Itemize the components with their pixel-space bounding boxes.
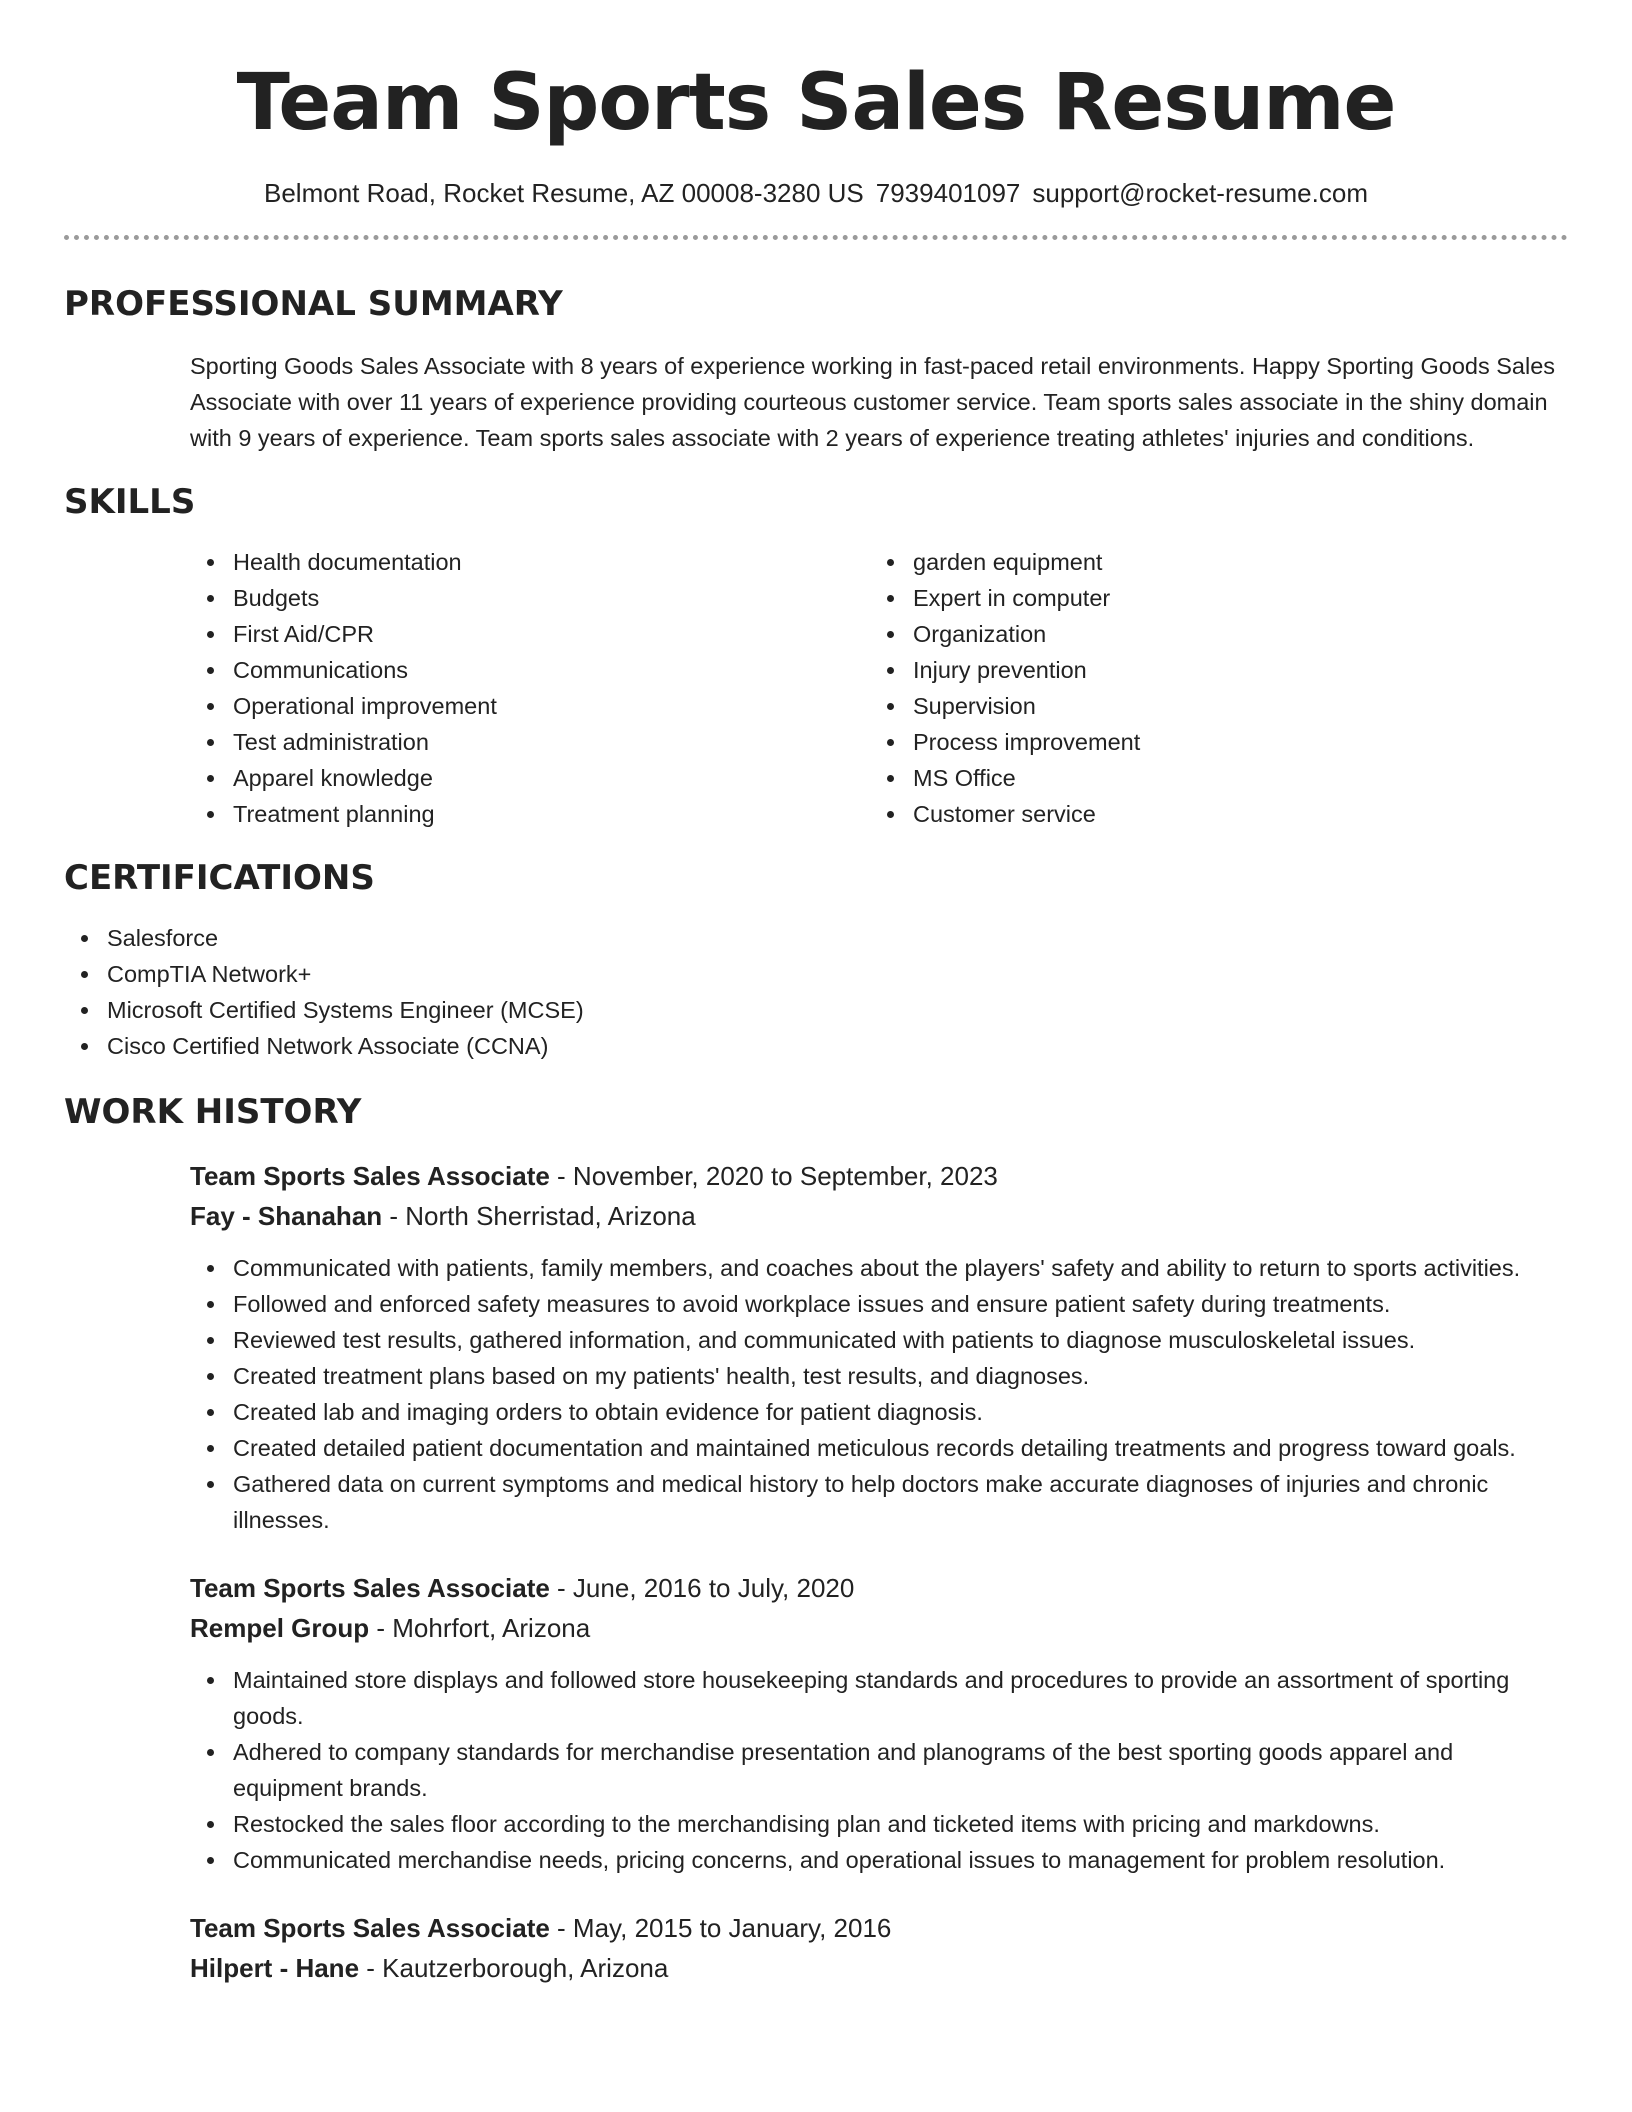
resume-page (64, 0, 1568, 1988)
job-entry (190, 1156, 1568, 1538)
list-item: Gathered data on current symptoms and medical history to help doctors make accurate diagnoses of injuries and chronic illnesses. (190, 1466, 1568, 1538)
header-divider (64, 235, 1568, 240)
list-item: Organization (870, 616, 1550, 652)
list-item: Operational improvement (190, 688, 870, 724)
job-entry (190, 1568, 1568, 1878)
list-item: Expert in computer (870, 580, 1550, 616)
job-company: Hilpert - Hane (190, 1953, 360, 1983)
job-title: Team Sports Sales Associate (190, 1913, 550, 1943)
resume-title: Team Sports Sales Resume (236, 58, 1396, 148)
contact-line (64, 178, 1568, 209)
summary-text: Sporting Goods Sales Associate with 8 years of experience working in fast-paced retail environments. Happy Sporting Goods Sales Associate with over 11 years of experience providing courteous customer service. Team sports sales associate in the shiny domain with 9 years of experience. Team sports sales associate with 2 years of experience treating athletes' injuries and conditions. (190, 353, 1556, 451)
job-company-line (190, 1948, 1568, 1988)
list-item: Followed and enforced safety measures to avoid workplace issues and ensure patient safety during treatments. (190, 1286, 1568, 1322)
list-item: Apparel knowledge (190, 760, 870, 796)
list-item: Salesforce (64, 920, 1568, 956)
list-item: Communicated merchandise needs, pricing concerns, and operational issues to management for problem resolution. (190, 1842, 1568, 1878)
list-item: Process improvement (870, 724, 1550, 760)
list-item: Test administration (190, 724, 870, 760)
job-title-line (190, 1568, 1568, 1608)
list-item: garden equipment (870, 544, 1550, 580)
list-item: Health documentation (190, 544, 870, 580)
list-item: Restocked the sales floor according to the merchandising plan and ticketed items with pricing and markdowns. (190, 1806, 1568, 1842)
list-item: Treatment planning (190, 796, 870, 832)
contact-email: support@rocket-resume.com (1032, 178, 1368, 208)
job-location: - Mohrfort, Arizona (369, 1613, 591, 1643)
list-item: Communicated with patients, family members, and coaches about the players' safety and ability to return to sports activities. (190, 1250, 1568, 1286)
list-item: Budgets (190, 580, 870, 616)
job-duties-list (190, 1250, 1568, 1538)
list-item: Adhered to company standards for merchandise presentation and planograms of the best sporting goods apparel and equipment brands. (190, 1734, 1568, 1806)
job-company: Rempel Group (190, 1613, 370, 1643)
job-company: Fay - Shanahan (190, 1201, 383, 1231)
job-location: - Kautzerborough, Arizona (359, 1953, 669, 1983)
list-item: First Aid/CPR (190, 616, 870, 652)
list-item: Created lab and imaging orders to obtain evidence for patient diagnosis. (190, 1394, 1568, 1430)
certifications-list (64, 920, 1568, 1064)
job-title-line (190, 1908, 1568, 1948)
skills-list-left (190, 544, 870, 832)
certifications-heading: CERTIFICATIONS (64, 858, 375, 898)
summary-heading: PROFESSIONAL SUMMARY (64, 284, 563, 324)
list-item: CompTIA Network+ (64, 956, 1568, 992)
list-item: MS Office (870, 760, 1550, 796)
skills-list-right (870, 544, 1550, 832)
job-company-line (190, 1608, 1568, 1648)
skills-grid (190, 544, 1568, 832)
job-title: Team Sports Sales Associate (190, 1573, 550, 1603)
job-entry (190, 1908, 1568, 1988)
contact-address: Belmont Road, Rocket Resume, AZ 00008-3280 US (264, 178, 864, 208)
job-duties-list (190, 1662, 1568, 1878)
list-item: Created detailed patient documentation and maintained meticulous records detailing treatments and progress toward goals. (190, 1430, 1568, 1466)
list-item: Supervision (870, 688, 1550, 724)
work-history-heading: WORK HISTORY (64, 1092, 362, 1132)
list-item: Microsoft Certified Systems Engineer (MCSE) (64, 992, 1568, 1028)
job-dates: - November, 2020 to September, 2023 (549, 1161, 998, 1191)
job-dates: - May, 2015 to January, 2016 (549, 1913, 892, 1943)
contact-phone: 7939401097 (875, 178, 1021, 208)
list-item: Injury prevention (870, 652, 1550, 688)
job-title: Team Sports Sales Associate (190, 1161, 550, 1191)
list-item: Reviewed test results, gathered information, and communicated with patients to diagnose musculoskeletal issues. (190, 1322, 1568, 1358)
job-company-line (190, 1196, 1568, 1236)
list-item: Created treatment plans based on my patients' health, test results, and diagnoses. (190, 1358, 1568, 1394)
job-location: - North Sherristad, Arizona (382, 1201, 696, 1231)
list-item: Communications (190, 652, 870, 688)
list-item: Cisco Certified Network Associate (CCNA) (64, 1028, 1568, 1064)
job-dates: - June, 2016 to July, 2020 (549, 1573, 855, 1603)
list-item: Customer service (870, 796, 1550, 832)
skills-heading: SKILLS (64, 482, 196, 522)
list-item: Maintained store displays and followed store housekeeping standards and procedures to provide an assortment of sporting goods. (190, 1662, 1568, 1734)
job-title-line (190, 1156, 1568, 1196)
